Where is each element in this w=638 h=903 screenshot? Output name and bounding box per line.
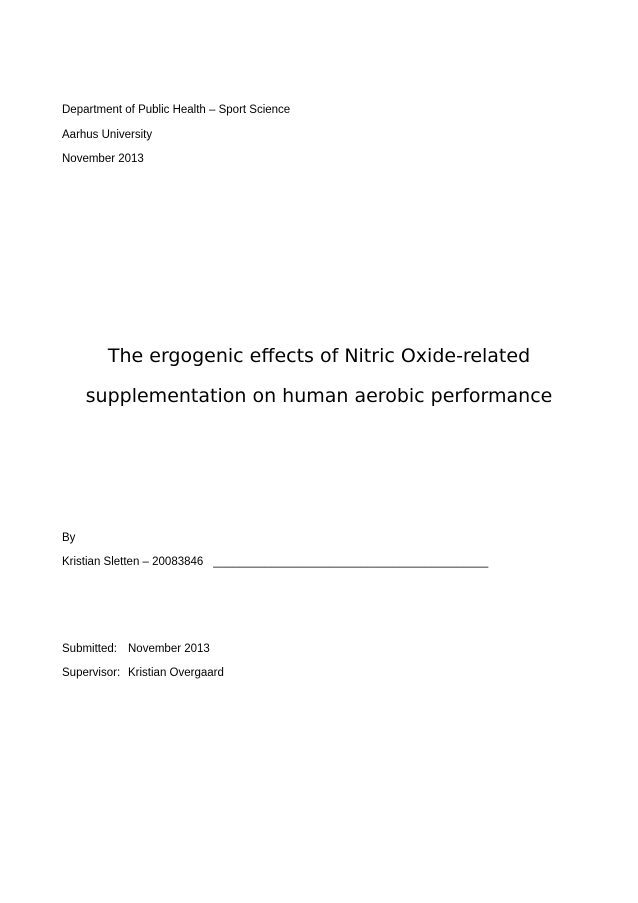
title-line-2: supplementation on human aerobic performance [85, 385, 553, 407]
submitted-label: Submitted: [62, 643, 117, 655]
supervisor-label: Supervisor: [62, 667, 121, 679]
submitted-value: November 2013 [128, 643, 210, 655]
supervisor-row [62, 666, 224, 680]
submitted-row [62, 642, 210, 656]
department-line: Department of Public Health – Sport Science [62, 104, 291, 116]
signature-line: ___________________________________________ [213, 556, 489, 568]
author-name-id: Kristian Sletten – 20083846 [62, 556, 204, 568]
author-line [62, 555, 488, 569]
by-label: By [62, 532, 76, 544]
title-line-1: The ergogenic effects of Nitric Oxide-related [107, 345, 531, 367]
date-line: November 2013 [62, 153, 144, 165]
supervisor-value: Kristian Overgaard [128, 667, 224, 679]
university-line: Aarhus University [62, 129, 153, 141]
